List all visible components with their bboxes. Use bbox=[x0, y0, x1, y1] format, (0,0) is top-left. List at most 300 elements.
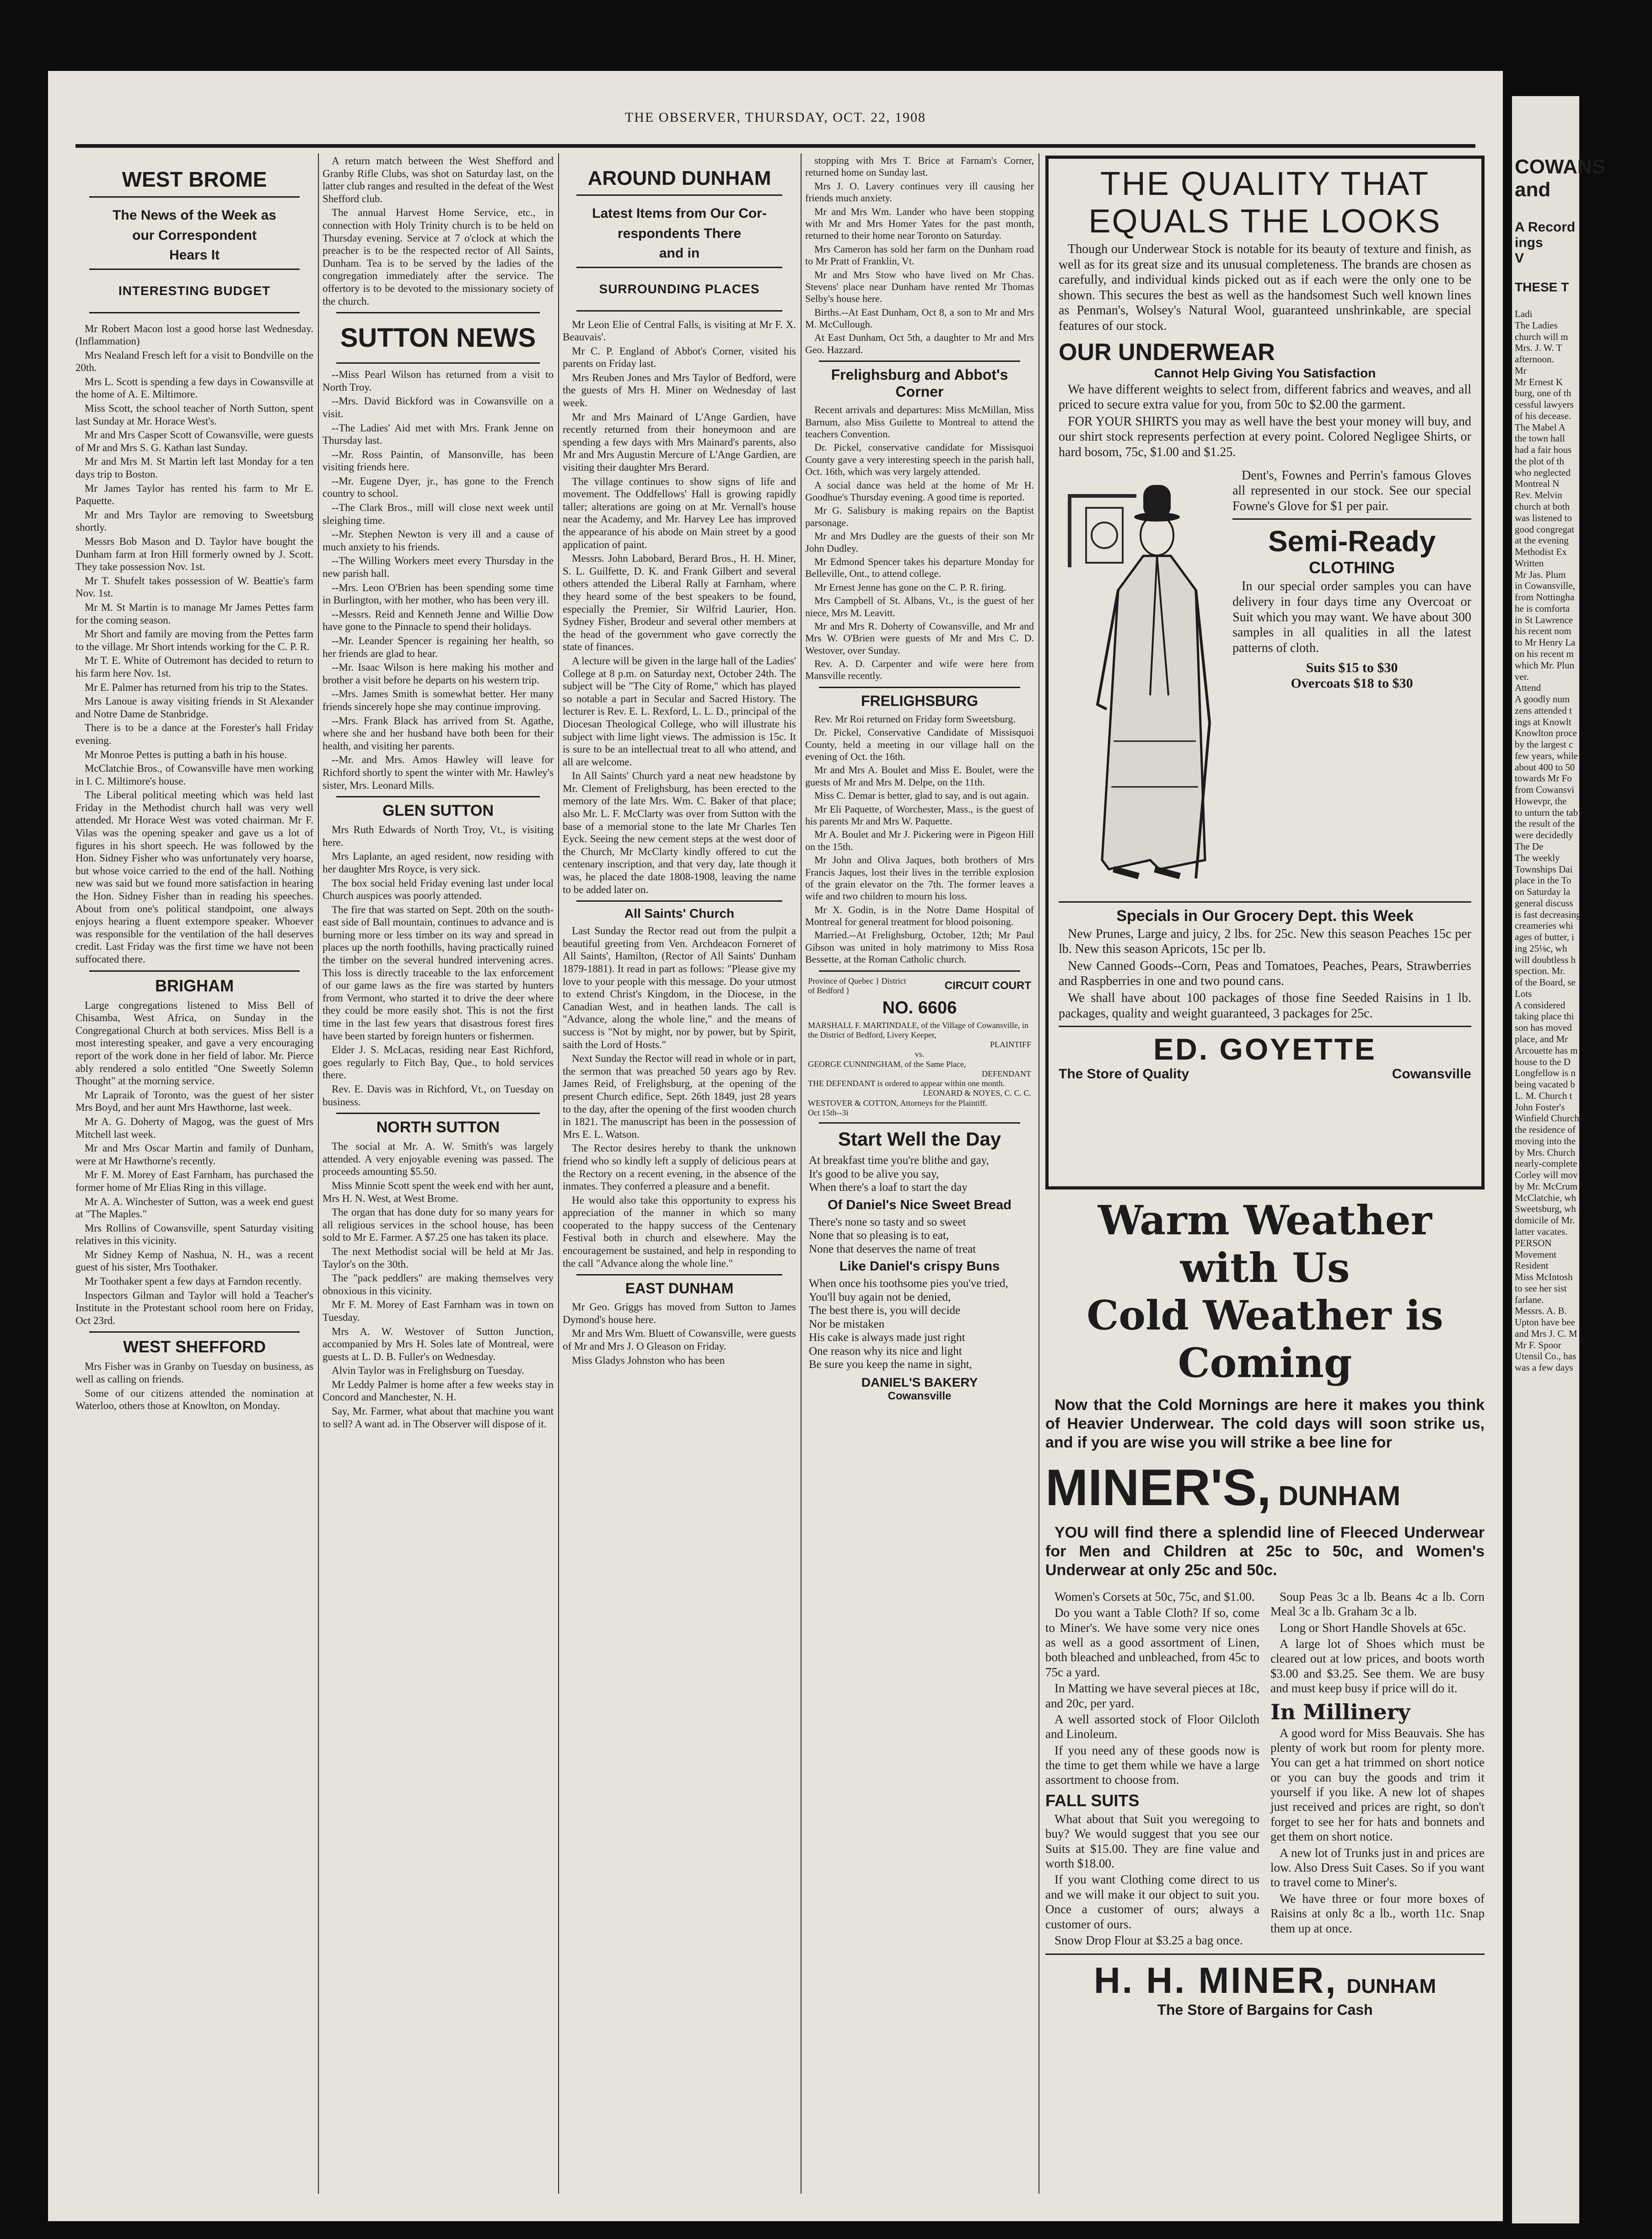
miner-left-column bbox=[1045, 1588, 1259, 1949]
legal-notice bbox=[805, 976, 1034, 1118]
bakery-town: Cowansville bbox=[888, 1389, 952, 1402]
news-item: --Miss Pearl Wilson has returned from a visit to North Troy. bbox=[323, 369, 554, 393]
edge-line: the result of the bbox=[1515, 818, 1575, 829]
section-title-frelighsburg-abbots: Frelighsburg and Abbot's Corner bbox=[831, 366, 1008, 400]
goyette-town: Cowansville bbox=[1392, 1066, 1471, 1082]
edge-line: Rev. Melvin bbox=[1515, 490, 1562, 501]
news-item: Mr and Mrs Mainard of L'Ange Gardien, have recently returned from their honeymoon and are spending a few days with Mrs Mainard's parents, also Mr and Mrs Augustin Mercure of L'Ange Gardien, are visiting their daughter Mrs Berard. bbox=[563, 411, 796, 474]
legal-province: Province of Quebec } District of Bedford } bbox=[808, 976, 906, 995]
news-item: Mr and Mrs Casper Scott of Cowansville, were guests of Mr and Mrs S. G. Kathan last Sunday. bbox=[75, 429, 313, 453]
edge-line: Mr Ernest K bbox=[1515, 376, 1563, 388]
edge-line: Howevpr, the bbox=[1515, 795, 1567, 807]
news-item: Mrs Reuben Jones and Mrs Taylor of Bedford, were the guests of Mrs H. Miner on Wednesday of last week. bbox=[563, 371, 796, 409]
news-item: Mr A. A. Winchester of Sutton, was a week end guest at "The Maples." bbox=[75, 1195, 313, 1220]
legal-plaintiff: MARSHALL F. MARTINDALE, of the Village of Cowansville, in the District of Bedford, Livery Keeper, bbox=[808, 1020, 1028, 1039]
news-item: Next Sunday the Rector will read in whole or in part, the sermon that was preached 50 years ago by Rev. James Reid, of Frelighsburg, at the opening of the present Church edifice, Sept. 26th 1849, just 28 years to the day, after the opening of the first wooden church in 1821. The manuscript has been in the possession of Mrs E. L. Watson. bbox=[563, 1053, 796, 1140]
news-item: --Mrs. Leon O'Brien has been spending some time in Burlington, with her mother, who has been very ill. bbox=[323, 581, 554, 606]
edge-line: the plot of th bbox=[1515, 455, 1564, 467]
news-item: A return match between the West Shefford and Granby Rifle Clubs, was shot on Saturday last, on the latter club ranges and resulted in the defeat of the West Shefford club. bbox=[323, 155, 554, 205]
article-body bbox=[75, 323, 313, 966]
news-item: McClatchie Bros., of Cowansville have men working in I. C. Miltimore's house. bbox=[75, 763, 313, 787]
divider bbox=[576, 194, 782, 196]
bakery-line: When there's a loaf to start the day bbox=[809, 1181, 968, 1194]
news-item: Mr Leddy Palmer is home after a few weeks stay in Concord and Manchester, N. H. bbox=[323, 1378, 554, 1403]
news-item: Miss Gladys Johnston who has been bbox=[572, 1354, 725, 1366]
news-item: Mrs Rollins of Cowansville, spent Saturday visiting relatives in this vicinity. bbox=[75, 1222, 313, 1247]
edge-line: spection. Mr. bbox=[1515, 965, 1566, 977]
bakery-line: None that deserves the name of treat bbox=[809, 1243, 976, 1255]
deck-line: The News of the Week as bbox=[113, 208, 276, 223]
edge-line: of his decease. bbox=[1515, 410, 1571, 421]
edge-line: L. M. Church t bbox=[1515, 1090, 1572, 1101]
edge-line: John Foster's bbox=[1515, 1101, 1565, 1113]
news-item: Mr T. E. White of Outremont has decided to return to his farm here Nov. 1st. bbox=[75, 655, 313, 679]
miner-ad bbox=[1045, 1196, 1485, 2198]
news-item: Rev. A. D. Carpenter and wife were here from Mansville recently. bbox=[805, 658, 1034, 682]
edge-line: about 400 to 50 bbox=[1515, 761, 1575, 773]
divider bbox=[336, 796, 540, 797]
edge-line: from Cowansvi bbox=[1515, 784, 1575, 796]
bakery-name: DANIEL'S BAKERY bbox=[861, 1375, 978, 1389]
semiready-title: Semi-Ready bbox=[1268, 525, 1436, 558]
miner-footer bbox=[1045, 1959, 1485, 2002]
miner-item: Long or Short Handle Shovels at 65c. bbox=[1280, 1620, 1466, 1635]
section-title-frelighsburg: FRELIGHSBURG bbox=[861, 692, 978, 709]
news-item: Mr and Mrs Taylor are removing to Sweetsburg shortly. bbox=[75, 509, 313, 533]
news-item: Mrs Cameron has sold her farm on the Dunham road to Mr Pratt of Franklin, Vt. bbox=[805, 243, 1034, 267]
news-item: Mr G. Salisbury is making repairs on the Baptist parsonage. bbox=[805, 505, 1034, 528]
miner-item: Women's Corsets at 50c, 75c, and $1.00. bbox=[1055, 1589, 1255, 1604]
news-item: Alvin Taylor was in Frelighsburg on Tuesday. bbox=[332, 1365, 524, 1377]
article-body bbox=[805, 155, 1034, 356]
legal-order: THE DEFENDANT is ordered to appear within one month. bbox=[808, 1079, 1005, 1088]
legal-attorneys: WESTOVER & COTTON, Attorneys for the Plaintiff. bbox=[808, 1098, 987, 1108]
news-item: Mr Leon Elie of Central Falls, is visiting at Mr F. X. Beauvais'. bbox=[563, 318, 796, 343]
section-title-west-shefford: WEST SHEFFORD bbox=[123, 1337, 266, 1356]
edge-line: afternoon. bbox=[1515, 354, 1554, 365]
edge-line: Upton have bee bbox=[1515, 1317, 1575, 1328]
edge-line: had a fair hous bbox=[1515, 444, 1572, 456]
article-body bbox=[805, 713, 1034, 966]
divider bbox=[89, 970, 300, 972]
article-body bbox=[75, 1360, 313, 1412]
miner-item: Do you want a Table Cloth? If so, come to Miner's. We have some very nice ones as well as a good assortment of Linen, both bleached and unbleached, from 45c to 75c a yard. bbox=[1045, 1606, 1259, 1679]
edge-line: Longfellow is n bbox=[1515, 1067, 1576, 1079]
news-item: Mr F. M. Morey of East Farnham, has purchased the former home of Mr Elias Ring in this village. bbox=[75, 1169, 313, 1193]
divider bbox=[819, 1122, 1020, 1124]
edge-line: Arcouette has m bbox=[1515, 1044, 1578, 1056]
miner-footer-town: DUNHAM bbox=[1346, 1975, 1436, 1998]
subhead-surrounding-places: SURROUNDING PLACES bbox=[599, 281, 760, 296]
bakery-line: There's none so tasty and so sweet bbox=[809, 1216, 966, 1228]
daniels-bakery-ad bbox=[805, 1128, 1034, 1403]
miner-clothing: If you want Clothing come direct to us and we will make it our object to suit you. Once a customer of ours; always a customer of ours. bbox=[1045, 1873, 1259, 1931]
divider bbox=[89, 312, 300, 313]
divider bbox=[1232, 518, 1471, 520]
column-rule bbox=[558, 153, 559, 2194]
news-item: --Messrs. Reid and Kenneth Jenne and Willie Dow have gone to the Pinnacle to spend their holidays. bbox=[323, 608, 554, 633]
edge-line: ver. bbox=[1515, 671, 1529, 682]
gentleman-illustration bbox=[1059, 467, 1223, 897]
news-item: Recent arrivals and departures: Miss McMillan, Miss Barnum, also Miss Guilette to Montreal to attend the teachers Convention. bbox=[805, 404, 1034, 440]
section-title-all-saints: All Saints' Church bbox=[624, 906, 735, 921]
news-item: Mr and Mrs M. St Martin left last Monday for a ten days trip to Boston. bbox=[75, 456, 313, 480]
news-item: Mr and Mrs Wm. Bluett of Cowansville, were guests of Mr and Mrs J. O Gleason on Friday. bbox=[563, 1328, 796, 1352]
edge-line: to see her sist bbox=[1515, 1282, 1567, 1294]
edge-line: in Cowansville, bbox=[1515, 580, 1575, 592]
edge-line: Messrs. A. B. bbox=[1515, 1305, 1567, 1317]
news-item: Mr and Mrs Dudley are the guests of their son Mr John Dudley. bbox=[805, 530, 1034, 554]
article-body bbox=[563, 1301, 796, 1367]
news-item: Mr A. Boulet and Mr J. Pickering were in Pigeon Hill on the 15th. bbox=[805, 829, 1034, 852]
edge-line: he is comforta bbox=[1515, 603, 1570, 614]
miner-raisins: We have three or four more boxes of Raisins at only 8c a lb., worth 11c. Snap them up at once. bbox=[1270, 1891, 1485, 1935]
news-item: Messrs. John Labobard, Berard Bros., H. H. Miner, S. L. Guilfette, D. K. and Frank Gilbert and several others attended the Liberal Rally at Farnham, where they heard some of the best speakers to be found, especially the Premier, Sir Wilfrid Laurier, Hon. Sydney Fisher, Brodeur and several other members at the head of the government who gave correctly the state of finances. bbox=[563, 553, 796, 653]
semiready-sub: CLOTHING bbox=[1309, 558, 1395, 577]
millinery-body: A good word for Miss Beauvais. She has plenty of work but room for plenty more. You can get a hat trimmed on short notice or you can buy the goods and trim it yourself if you like. A new lot of shapes just received and prices are right, so don't forget to see her for hats and bonnets and get them on short notice. bbox=[1270, 1726, 1485, 1844]
news-item: --Mrs. Frank Black has arrived from St. Agathe, where she and her husband have both been for their health, and visiting her parents. bbox=[323, 715, 554, 752]
news-item: Mrs L. Scott is spending a few days in Cowansville at the home of A. E. Miltimore. bbox=[75, 376, 313, 400]
miner-item: A large lot of Shoes which must be cleared out at low prices, and boots worth $3.00 and $3.25. See them. We are busy and must keep busy if price will do it. bbox=[1270, 1636, 1485, 1695]
divider bbox=[89, 1331, 300, 1333]
article-body bbox=[323, 1140, 554, 1430]
news-item: Large congregations listened to Miss Bell of Chisamba, West Africa, on Sunday in the Congregational Church at both services. Miss Bell is a most interesting speaker, and gave a very encouraging report of the work done in her field of labor. Mr. Pierce ably rendered a solo entitled "One Sweetly Solemn Thought" at the morning service. bbox=[75, 999, 313, 1087]
divider bbox=[336, 312, 540, 313]
edge-line: by Mrs. Church bbox=[1515, 1146, 1576, 1158]
edge-line: is fast decreasing bbox=[1515, 909, 1581, 920]
edge-line: his recent nom bbox=[1515, 625, 1571, 637]
section-title-west-brome: WEST BROME bbox=[122, 167, 267, 191]
semiready-body: In our special order samples you can have delivery in four days time any Overcoat or Suit which you may want. We have about 300 samples in all qualities in all the latest patterns of cloth. bbox=[1232, 579, 1471, 655]
news-item: Mr Lapraik of Toronto, was the guest of her sister Mrs Boyd, and her aunt Mrs Hawthorne, last week. bbox=[75, 1089, 313, 1114]
section-title-brigham: BRIGHAM bbox=[155, 976, 234, 995]
news-item: Messrs Bob Mason and D. Taylor have bought the Dunham farm at Iron Hill formerly owned by J. Scott. They take possession Nov. 1st. bbox=[75, 536, 313, 573]
edge-line: Montreal N bbox=[1515, 478, 1560, 490]
news-item: Mrs Lanoue is away visiting friends in St Alexander and Notre Dame de Stanbridge. bbox=[75, 695, 313, 720]
news-item: Rev. E. Davis was in Richford, Vt., on Tuesday on business. bbox=[323, 1083, 554, 1108]
news-item: Last Sunday the Rector read out from the pulpit a beautiful greeting from Ven. Archdeacon Forneret of All Saints', Hamilton, (Rector of All Saints' Dunham 1879-1881). It read in part as follows: "Please give my love to your people with this message. Do your utmost to extend Christ's Kingdom, in the Diocese, in the Canadian West, and in heathen lands. The call is "Advance, along the whole line," and the means of success is "Not by might, nor by power, but by Spirit, saith the Lord of Hosts." bbox=[563, 925, 796, 1050]
edge-line: A considered bbox=[1515, 999, 1566, 1011]
news-item: Mr X. Godin, is in the Notre Dame Hospital of Montreal for general treatment for blood poisoning. bbox=[805, 904, 1034, 928]
adjacent-page-edge bbox=[1512, 96, 1605, 2223]
news-item: The Liberal political meeting which was held last Friday in the Methodist church hall was very well attended. Mr Horace West was voted chairman. Mr F. Vilas was the opening speaker and gave us a lot of figures in his short speech. He was followed by the Hon. Sidney Fisher who was unfortunately very hoarse, but whose voice carried to the end of the hall. Nothing new was said but we found more satisfaction in hearing the Hon. Sidney Fisher than in reading his speeches. About from one's political standpoint, one always enjoys hearing a fluent extempore speaker. Whoever was responsible for the ventilation of the hall deserves credit. Last Friday was the first time we have not been suffocated there. bbox=[75, 789, 313, 965]
news-item: Mr C. P. England of Abbot's Corner, visited his parents on Friday last. bbox=[563, 345, 796, 370]
edge-line: Mr bbox=[1515, 365, 1527, 376]
edge-line: and Mrs J. C. M bbox=[1515, 1328, 1577, 1339]
edge-line: of the Board, se bbox=[1515, 977, 1576, 988]
edge-line: domicile of Mr. bbox=[1515, 1215, 1575, 1226]
edge-line: Resident bbox=[1515, 1260, 1549, 1271]
edge-line: Lots bbox=[1515, 988, 1532, 999]
grocery-item: New Prunes, Large and juicy, 2 lbs. for 25c. New this season Peaches 15c per lb. New this season Apricots, 15c per lb. bbox=[1059, 926, 1471, 957]
bakery-title: Start Well the Day bbox=[838, 1128, 1001, 1150]
legal-vs: vs. bbox=[915, 1050, 925, 1059]
goyette-underwear-sub: Cannot Help Giving You Satisfaction bbox=[1154, 366, 1376, 380]
miner-right-column bbox=[1270, 1588, 1485, 1949]
legal-plaintiff-label: PLAINTIFF bbox=[990, 1040, 1031, 1050]
news-item: --The Ladies' Aid met with Mrs. Frank Jenne on Thursday last. bbox=[323, 422, 554, 447]
grocery-item: New Canned Goods--Corn, Peas and Tomatoes, Peaches, Pears, Strawberries and Raspberries in one and two pound cans. bbox=[1059, 958, 1471, 989]
news-item: Mrs A. W. Westover of Sutton Junction, accompanied by Mrs H. Soles late of Montreal, were guests at L. D. B. Fuller's on Wednesday. bbox=[323, 1325, 554, 1362]
bakery-line: You'll buy again not be denied, bbox=[809, 1291, 951, 1303]
edge-line: church will m bbox=[1515, 331, 1568, 342]
news-item: Some of our citizens attended the nomination at Waterloo, others those at Knowlton, on Monday. bbox=[75, 1387, 313, 1412]
edge-line: which Mr. Plun bbox=[1515, 659, 1575, 671]
miner-town: DUNHAM bbox=[1278, 1480, 1400, 1512]
news-item: Dr. Pickel, Conservative Candidate of Missisquoi County, held a meeting in our village hall on the evening of Oct. the 16th. bbox=[805, 727, 1034, 763]
edge-line: Methodist Ex bbox=[1515, 546, 1567, 558]
edge-deck: A Record bbox=[1515, 220, 1576, 235]
edge-line: The weekly bbox=[1515, 852, 1560, 863]
section-title-sutton-news: SUTTON NEWS bbox=[340, 323, 536, 353]
divider bbox=[1045, 1954, 1485, 1955]
edge-line: were decidedly bbox=[1515, 829, 1573, 841]
news-item: Mr and Mrs Oscar Martin and family of Dunham, were at Mr Hawthorne's recently. bbox=[75, 1142, 313, 1167]
edge-line: Miss McIntosh bbox=[1515, 1271, 1573, 1283]
deck bbox=[563, 205, 796, 262]
fall-suits-title: FALL SUITS bbox=[1045, 1791, 1140, 1810]
edge-line: Mrs. J. W. T bbox=[1515, 342, 1562, 354]
column-frelighsburg bbox=[805, 153, 1034, 2194]
news-item: Mr A. G. Doherty of Magog, was the guest of Mrs Mitchell last week. bbox=[75, 1115, 313, 1140]
edge-line: burg, one of th bbox=[1515, 388, 1571, 399]
news-item: Mr F. M. Morey of East Farnham was in town on Tuesday. bbox=[323, 1299, 554, 1323]
legal-clerk: LEONARD & NOYES, C. C. C. bbox=[923, 1088, 1031, 1098]
edge-line: zens attended t bbox=[1515, 705, 1572, 716]
goyette-tagline: The Store of Quality bbox=[1059, 1066, 1189, 1082]
news-item: The social at Mr. A. W. Smith's was largely attended. A very enjoyable evening was passed. The proceeds amounting $5.50. bbox=[323, 1141, 554, 1178]
edge-line: PERSON bbox=[1515, 1237, 1552, 1249]
section-title-glen-sutton: GLEN SUTTON bbox=[382, 802, 494, 820]
bakery-line: Nor be mistaken bbox=[809, 1318, 885, 1330]
news-item: Mrs J. O. Lavery continues very ill causing her friends much anxiety. bbox=[805, 180, 1034, 204]
news-item: Mr John and Oliva Jaques, both brothers of Mrs Francis Jaques, lost their lives in the terrible explosion of the grain elevator on the 7th. The former leaves a wife and two children to mourn his loss. bbox=[805, 854, 1034, 902]
edge-line: in St Lawrence bbox=[1515, 614, 1573, 625]
news-item: Mr T. Shufelt takes possession of W. Beattie's farm Nov. 1st. bbox=[75, 575, 313, 599]
divider bbox=[336, 362, 540, 364]
legal-defendant-label: DEFENDANT bbox=[982, 1069, 1031, 1078]
goyette-underwear-title: OUR UNDERWEAR bbox=[1059, 339, 1275, 366]
edge-line: moving into the bbox=[1515, 1135, 1576, 1146]
bakery-line: None that so pleasing is to eat, bbox=[809, 1229, 949, 1242]
news-item: --Mrs. James Smith is somewhat better. Her many friends sincerely hope she may continue improving. bbox=[323, 688, 554, 712]
divider bbox=[576, 267, 782, 268]
news-item: Inspectors Gilman and Taylor will hold a Teacher's Institute in the Protestant school room here on Friday, Oct 23rd. bbox=[75, 1289, 313, 1326]
article-body bbox=[323, 823, 554, 1108]
news-item: The annual Harvest Home Service, etc., in connection with Holy Trinity church is to be held on Thursday evening. Service at 7 o'clock at which the preacher is to be the respected rector of All Saints, Dunham. Tea is to be served by the ladies of the congregation immediately after the service. The offertory is to be devoted to the missionary society of the church. bbox=[323, 207, 554, 307]
goyette-shirts: FOR YOUR SHIRTS you may as well have the best your money will buy, and our shirt stock represents perfection at every point. Colored Negligee Shirts, or hard bosom, 75c, $1.00 and $1.25. bbox=[1059, 414, 1471, 459]
bakery-line: Of Daniel's Nice Sweet Bread bbox=[828, 1197, 1012, 1212]
edge-line: ing 25⅛c, wh bbox=[1515, 942, 1567, 954]
edge-line: Winfield Church bbox=[1515, 1113, 1579, 1124]
article-body bbox=[563, 925, 796, 1270]
edge-line: will doubtless h bbox=[1515, 954, 1576, 965]
edge-line: to Mr Henry La bbox=[1515, 637, 1576, 648]
edge-line: Movement bbox=[1515, 1249, 1556, 1260]
divider bbox=[819, 361, 1020, 362]
news-item: --Mr. and Mrs. Amos Hawley will leave for Richford shortly to spent the winter with Mr. Hawley's sister, Mrs. Leonard Mills. bbox=[323, 754, 554, 791]
goyette-intro: Though our Underwear Stock is notable for its beauty of texture and finish, as well as for its great size and its unusual completeness. The brands are chosen as carefully, and individual kinds picked out as if each were the only one to be shown. This secures the best as well as the handsomest Such well known lines as Penman's, Wolsey's Natural Wool, guaranteed unshrinkable, are special features of our stock. bbox=[1059, 242, 1471, 333]
column-west-brome bbox=[75, 153, 313, 2194]
edge-sub: THESE T bbox=[1515, 280, 1569, 294]
news-item: stopping with Mrs T. Brice at Farnam's Corner, returned home on Sunday last. bbox=[805, 155, 1034, 178]
divider bbox=[89, 269, 300, 270]
news-item: Mrs Ruth Edwards of North Troy, Vt., is visiting here. bbox=[323, 824, 554, 848]
news-item: --The Willing Workers meet every Thursday in the new parish hall. bbox=[323, 555, 554, 580]
news-item: The village continues to show signs of life and movement. The Oddfellows' Hall is growing rapidly taller; alterations are going on at Mr. Vernall's house near the Academy, and Mr. Harvey Lee has improved the appearance of his abode on Main street by a good application of paint. bbox=[563, 475, 796, 550]
news-item: Mr and Mrs A. Boulet and Miss E. Boulet, were the guests of Mr and Mrs M. Delpe, on the 11th. bbox=[805, 764, 1034, 788]
edge-line: the town hall bbox=[1515, 433, 1565, 444]
divider bbox=[89, 196, 300, 198]
divider bbox=[819, 687, 1020, 688]
news-item: Births.--At East Dunham, Oct 8, a son to Mr and Mrs M. McCullough. bbox=[805, 306, 1034, 330]
semiready-suits: Suits $15 to $30 bbox=[1306, 660, 1398, 676]
news-item: Mr James Taylor has rented his farm to Mr E. Paquette. bbox=[75, 482, 313, 507]
column-rule bbox=[801, 153, 802, 2194]
miner-footer-tag: The Store of Bargains for Cash bbox=[1157, 2002, 1373, 2018]
goyette-headline: THE QUALITY THAT bbox=[1100, 166, 1430, 202]
column-rule bbox=[318, 153, 319, 2194]
miner-intro: Now that the Cold Mornings are here it makes you think of Heavier Underwear. The cold days will soon strike us, and if you are wise you will strike a bee line for bbox=[1045, 1396, 1485, 1451]
edge-title: COWANS bbox=[1515, 156, 1605, 178]
edge-line: who neglected bbox=[1515, 467, 1571, 478]
edge-line: Utensil Co., has bbox=[1515, 1351, 1577, 1362]
edge-line: A goodly num bbox=[1515, 694, 1570, 705]
miner-item: If you need any of these goods now is the time to get them while we have a large assortment to choose from. bbox=[1045, 1743, 1259, 1787]
edge-line: to unturn the tab bbox=[1515, 807, 1578, 818]
column-around-dunham bbox=[563, 153, 796, 2194]
semiready-overcoats: Overcoats $18 to $30 bbox=[1291, 676, 1413, 691]
divider bbox=[819, 970, 1020, 972]
edge-line: McClatchie, wh bbox=[1515, 1192, 1577, 1203]
goyette-illustrated-block bbox=[1059, 467, 1471, 897]
bakery-line: When once his toothsome pies you've tried, bbox=[809, 1277, 1008, 1290]
edge-line: church at both bbox=[1515, 501, 1570, 512]
news-item: Mr Sidney Kemp of Nashua, N. H., was a recent guest of his sister, Mrs Toothaker. bbox=[75, 1249, 313, 1273]
news-item: Mr E. Palmer has returned from his trip to the States. bbox=[85, 681, 308, 693]
article-body bbox=[75, 999, 313, 1327]
newspaper-page bbox=[48, 71, 1503, 2221]
edge-column bbox=[1515, 96, 1652, 1373]
section-title-around-dunham: AROUND DUNHAM bbox=[587, 167, 771, 189]
edge-line: Attend bbox=[1515, 682, 1541, 694]
legal-number: NO. 6606 bbox=[882, 998, 957, 1017]
edge-line: house to the D bbox=[1515, 1056, 1571, 1067]
news-item: --The Clark Bros., mill will close next week until sleighing time. bbox=[323, 502, 554, 526]
edge-deck: ings bbox=[1515, 235, 1543, 250]
news-item: The organ that has done duty for so many years for all religious services in the school house, has been sold to Mr E. Farmer. A $7.25 one has taken its place. bbox=[323, 1206, 554, 1243]
news-item: The fire that was started on Sept. 20th on the south-east side of Ball mountain, continues to advance and is burning more or less timber on its way and spread in places up the north foothills, having practically ruined the timber on the several hundred intervening acres. This loss is directly traceable to the lax enforcement of our game laws as the fire was started by hunters from Vermont, who started it to drive the deer where they could be more easily shot. This is not the first time in the last few years that disastrous forest fires have been started by foreign hunters or fishermen. bbox=[323, 904, 554, 1042]
edge-line: cessful lawyers bbox=[1515, 399, 1574, 410]
divider bbox=[1059, 1026, 1471, 1027]
news-item: He would also take this opportunity to express his appreciation of the manner in which so many cooperated to the happy success of the Centenary Festival both in church and elsewhere. May the encouragement be sustained, and help in responding to the call "Advance along the whole line." bbox=[563, 1194, 796, 1269]
news-item: Mr Ernest Jenne has gone on the C. P. R. firing. bbox=[814, 581, 1006, 593]
edge-title: and bbox=[1515, 178, 1551, 201]
news-item: The "pack peddlers" are making themselves very obnoxious in this vicinity. bbox=[323, 1272, 554, 1297]
header-rule bbox=[75, 144, 1475, 148]
edge-line: Mr F. Spoor bbox=[1515, 1339, 1561, 1351]
news-item: --Mr. Eugene Dyer, jr., has gone to the French country to school. bbox=[323, 475, 554, 500]
edge-line: at the evening bbox=[1515, 535, 1569, 546]
news-item: The Rector desires hereby to thank the unknown friend who so kindly left a supply of delicious pears at the Rectory on a recent evening, in the absence of the inmates. They conferred a pleasure and a benefit. bbox=[563, 1142, 796, 1192]
edge-line: general discuss bbox=[1515, 897, 1573, 909]
divider bbox=[576, 310, 782, 312]
edge-line: Sweetsburg, wh bbox=[1515, 1203, 1576, 1215]
edge-line: was a few days bbox=[1515, 1362, 1573, 1373]
news-item: Rev. Mr Roi returned on Friday form Sweetsburg. bbox=[814, 713, 1016, 725]
running-head: THE OBSERVER, THURSDAY, OCT. 22, 1908 bbox=[624, 110, 926, 125]
edge-line: few years, while bbox=[1515, 750, 1578, 761]
article-body bbox=[563, 318, 796, 896]
goyette-ad bbox=[1045, 156, 1485, 1189]
grocery-title: Specials in Our Grocery Dept. this Week bbox=[1116, 907, 1414, 925]
edge-line: Townships Dai bbox=[1515, 863, 1573, 875]
news-item: Elder J. S. McLacas, residing near East Richford, goes regularly to Fitch Bay, Que., to hold services there. bbox=[323, 1044, 554, 1081]
edge-text bbox=[1515, 308, 1652, 1373]
edge-line: the residence of bbox=[1515, 1124, 1576, 1136]
edge-line: son has moved bbox=[1515, 1022, 1572, 1033]
bakery-line: Be sure you keep the name in sight, bbox=[809, 1358, 972, 1371]
edge-line: taking place thi bbox=[1515, 1011, 1574, 1022]
miner-flour: Snow Drop Flour at $3.25 a bag once. bbox=[1055, 1933, 1243, 1947]
grocery-item: We shall have about 100 packages of those fine Seeded Raisins in 1 lb. packages, quality and weight guaranteed, 3 packages for 25c. bbox=[1059, 990, 1471, 1021]
news-item: Mrs Nealand Fresch left for a visit to Bondville on the 20th. bbox=[75, 349, 313, 374]
edge-line: good congregat bbox=[1515, 523, 1575, 535]
miner-headline: Cold Weather is Coming bbox=[1087, 1292, 1443, 1387]
gentleman-in-overcoat-icon bbox=[1059, 467, 1223, 897]
section-title-north-sutton: NORTH SUTTON bbox=[376, 1119, 500, 1136]
goyette-gloves: Dent's, Fownes and Perrin's famous Gloves all represented in our stock. See our special Fowne's Glove for $1 per pair. bbox=[1232, 468, 1471, 513]
goyette-underwear-body: We have different weights to select from, different fabrics and weaves, and all priced to secure extra value for you, from 50c to $2.00 the garment. bbox=[1059, 382, 1471, 412]
news-item: Mr Eli Paquette, of Worchester, Mass., is the guest of his parents Mr and Mrs W. Paquette. bbox=[805, 803, 1034, 827]
miner-item: A well assorted stock of Floor Oilcloth and Linoleum. bbox=[1045, 1712, 1259, 1741]
column-sutton bbox=[323, 153, 554, 2194]
news-item: Miss Minnie Scott spent the week end with her aunt, Mrs H. N. West, at West Brome. bbox=[323, 1179, 554, 1204]
edge-line: by Mr. McCrum bbox=[1515, 1180, 1578, 1192]
edge-line: The De bbox=[1515, 840, 1544, 852]
news-item: Miss Scott, the school teacher of North Sutton, spent last Sunday at Mr. Horace West's. bbox=[75, 403, 313, 427]
news-item: Mr Monroe Pettes is putting a bath in his house. bbox=[85, 748, 287, 760]
edge-line: nearly-complete bbox=[1515, 1158, 1577, 1169]
divider bbox=[576, 1274, 782, 1276]
miner-name: MINER'S, bbox=[1045, 1459, 1271, 1517]
news-item: Mr Robert Macon lost a good horse last Wednesday. (Inflammation) bbox=[75, 323, 313, 347]
divider bbox=[336, 1113, 540, 1114]
edge-line: latter vacates. bbox=[1515, 1226, 1568, 1238]
bakery-line: It's good to be alive you say, bbox=[809, 1168, 939, 1180]
edge-line: Corley will mov bbox=[1515, 1169, 1578, 1181]
miner-headline: Warm Weather with Us bbox=[1098, 1196, 1432, 1292]
article-body bbox=[323, 368, 554, 791]
news-item: Say, Mr. Farmer, what about that machine you want to sell? A want ad. in The Observer will dispose of it. bbox=[323, 1405, 554, 1430]
news-item: The box social held Friday evening last under local Church auspices was poorly attended. bbox=[323, 877, 554, 902]
bakery-line: At breakfast time you're blithe and gay, bbox=[809, 1154, 989, 1167]
edge-line: Ladi bbox=[1515, 308, 1533, 319]
edge-line: The Ladies bbox=[1515, 319, 1558, 331]
edge-line: Mr Jas. Plum bbox=[1515, 569, 1566, 580]
edge-line: on his recent m bbox=[1515, 648, 1574, 659]
fall-suits-body: What about that Suit you weregoing to buy? We would suggest that you see our Suits at $15.00. They are fine value and worth $18.00. bbox=[1045, 1812, 1259, 1871]
news-item: Mrs Campbell of St. Albans, Vt., is the guest of her niece, Mrs M. Leavitt. bbox=[805, 595, 1034, 619]
news-item: A social dance was held at the home of Mr H. Goodhue's Thursday evening. A good time is reported. bbox=[805, 479, 1034, 503]
news-item: Mr Short and family are moving from the Pettes farm to the village. Mr Short intends working for the C. P. R. bbox=[75, 628, 313, 652]
news-item: --Mr. Isaac Wilson is here making his mother and brother a visit before he departs on his western trip. bbox=[323, 662, 554, 686]
news-item: Mr M. St Martin is to manage Mr James Pettes farm for the coming season. bbox=[75, 601, 313, 626]
news-item: Mr and Mrs R. Doherty of Cowansville, and Mr and Mrs W. O'Brien were guests of Mr and Mrs C. D. Westover, over Sunday. bbox=[805, 620, 1034, 656]
goyette-name: ED. GOYETTE bbox=[1153, 1032, 1377, 1066]
goyette-headline: EQUALS THE LOOKS bbox=[1088, 203, 1442, 240]
news-item: The next Methodist social will be held at Mr Jas. Taylor's on the 30th. bbox=[323, 1245, 554, 1270]
